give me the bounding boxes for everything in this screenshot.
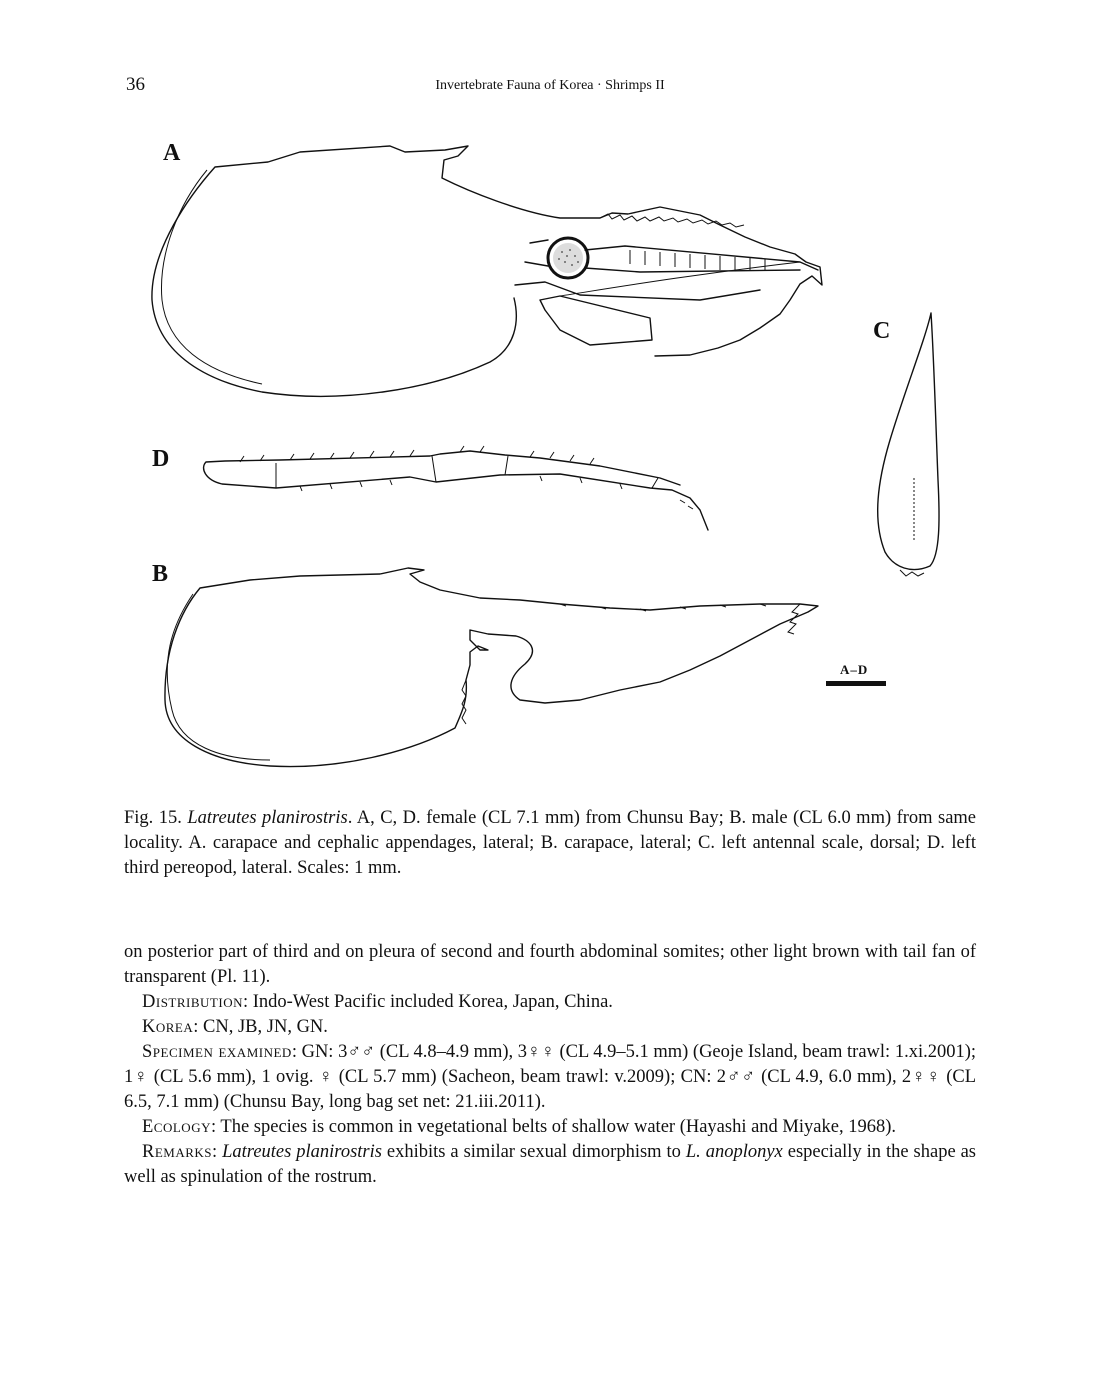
- paragraph-remarks: [124, 1140, 976, 1190]
- text-korea: : CN, JB, JN, GN.: [193, 1017, 328, 1037]
- body-intro: on posterior part of third and on pleura of second and fourth abdominal somites; other light brown with tail fan of transparent (Pl. 11).: [124, 942, 976, 987]
- heading-remarks: Remarks: [142, 1142, 213, 1162]
- remarks-species-2: L. anoplonyx: [685, 1142, 783, 1162]
- drawing-c-antennal-scale: [878, 313, 939, 576]
- caption-fig-number: Fig. 15.: [124, 808, 182, 828]
- drawing-b-carapace: [165, 568, 818, 767]
- text-ecology: : The species is common in vegetational belts of shallow water (Hayashi and Miyake, 1968).: [210, 1117, 896, 1137]
- caption-text: . A, C, D. female (CL 7.1 mm) from Chunsu Bay; B. male (CL 6.0 mm) from same locality. A. carapace and cephalic appendages, lateral; B. carapace, lateral; C. left antennal scale, dorsal; D. left third pereopod, lateral. Scales: 1 mm.: [124, 808, 977, 878]
- paragraph-specimen: [124, 1040, 976, 1115]
- paragraph-distribution: [124, 990, 976, 1015]
- panel-label-b: B: [152, 561, 169, 587]
- figure-caption: [124, 806, 976, 881]
- text-specimen: : GN: 3♂♂ (CL 4.8–4.9 mm), 3♀♀ (CL 4.9–5.1 mm) (Geoje Island, beam trawl: 1.xi.2001); 1♀ (CL 5.6 mm), 1 ovig. ♀ (CL 5.7 mm) (Sacheon, beam trawl: v.2009); CN: 2♂♂ (CL 4.9, 6.0 mm), 2♀♀ (CL 6.5, 7.1 mm) (Chunsu Bay, long bag set net: 21.iii.2011).: [124, 1042, 977, 1112]
- panel-label-d: D: [152, 446, 170, 472]
- drawing-a-carapace: [152, 146, 822, 396]
- remarks-separator: :: [212, 1142, 223, 1162]
- heading-ecology: Ecology: [142, 1117, 211, 1137]
- heading-distribution: Distribution: [142, 992, 243, 1012]
- panel-label-c: C: [873, 318, 891, 344]
- running-head: Invertebrate Fauna of Korea · Shrimps II: [435, 78, 665, 93]
- remarks-end: especially in the shape as well as spinulation of the rostrum.: [124, 1142, 977, 1187]
- remarks-species-1: Latreutes planirostris: [222, 1142, 382, 1162]
- body-text: [124, 940, 976, 1190]
- heading-korea: Korea: [142, 1017, 194, 1037]
- scale-bar: [826, 662, 886, 686]
- caption-species: Latreutes planirostris: [187, 808, 348, 828]
- paragraph-ecology: [124, 1115, 976, 1140]
- remarks-mid: exhibits a similar sexual dimorphism to: [381, 1142, 686, 1162]
- panel-label-a: A: [163, 140, 181, 166]
- text-distribution: : Indo-West Pacific included Korea, Japan, China.: [242, 992, 613, 1012]
- page-number: 36: [126, 74, 145, 95]
- scale-bar-label: A–D: [840, 662, 869, 677]
- paragraph-korea: [124, 1015, 976, 1040]
- heading-specimen: Specimen examined: [142, 1042, 292, 1062]
- drawing-d-pereopod: [204, 446, 708, 530]
